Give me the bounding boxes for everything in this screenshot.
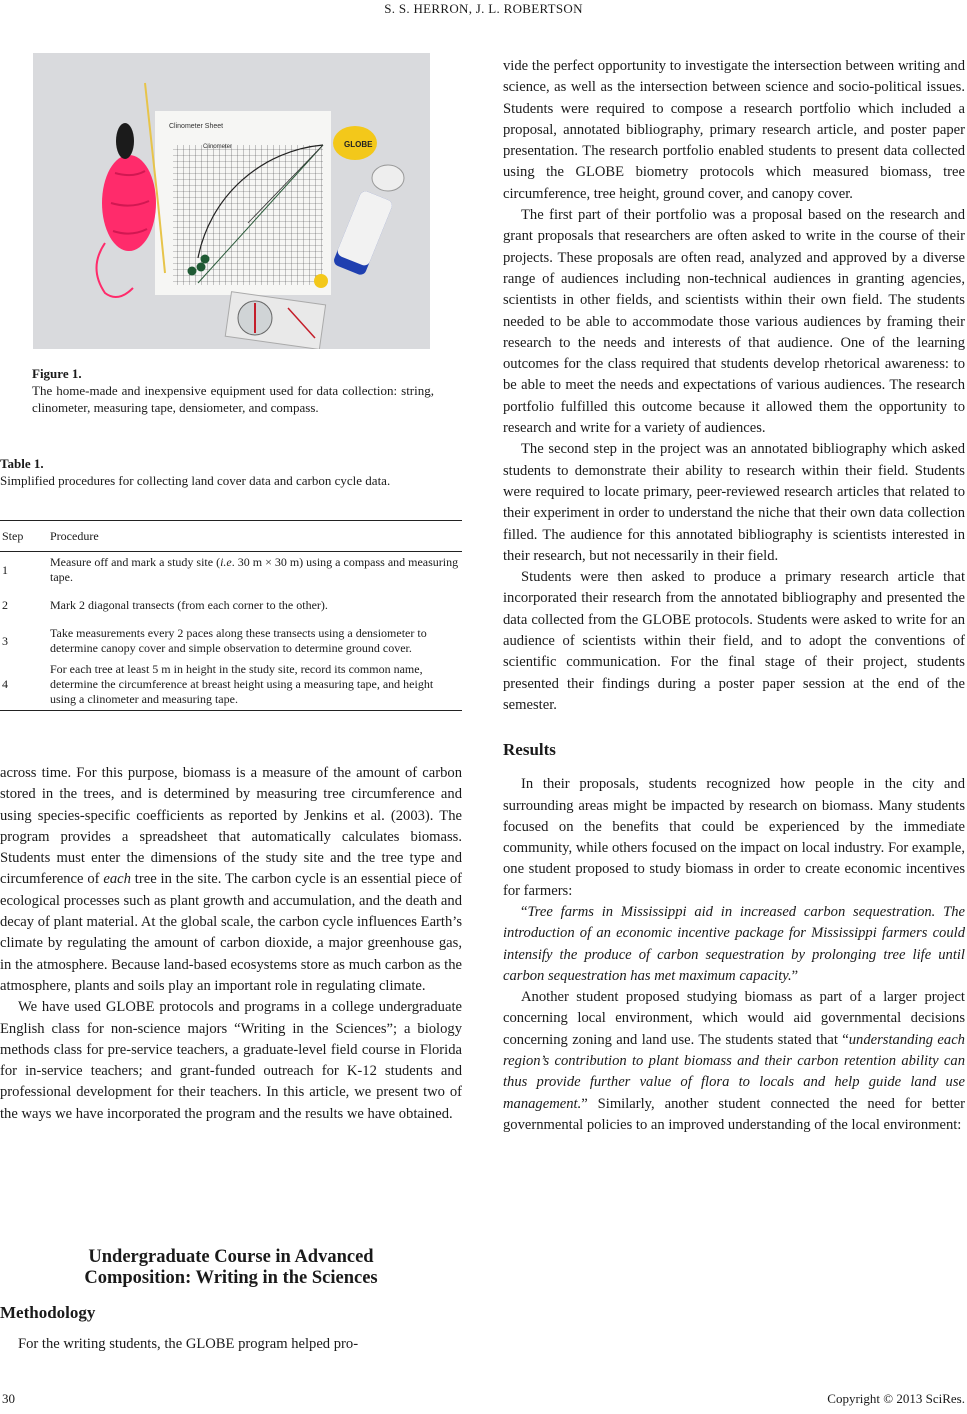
table-cell-step: 3 — [2, 633, 8, 648]
table-caption — [0, 455, 462, 489]
table-cell-procedure: Take measurements every 2 paces along these transects using a densiometer to determine canopy cover and simple observation to determine ground cover. — [50, 626, 427, 655]
table-cell-procedure: Mark 2 diagonal transects (from each corner to the other). — [50, 598, 328, 612]
running-head: S. S. HERRON, J. L. ROBERTSON — [384, 1, 583, 16]
paragraph: across time. For this purpose, biomass is a measure of the amount of carbon stored in the trees, and is determined by measuring tree circumference and using species-specific coefficients as reported by Jenkins et al. (2003). The program provides a spreadsheet that automatically calculates biomass. Students must enter the dimensions of the study site and the tree type and circumference of each tree in the site. The carbon cycle is an essential piece of ecological processes such as plant growth and accumulation, and the death and decay of plant material. At the global scale, the carbon cycle influences Earth’s climate by regulating the amount of carbon dioxide, a major greenhouse gas, in the atmosphere. Because land-based ecosystems store as much carbon as the atmosphere, plants and soils play an important role in regulating climate. — [0, 765, 462, 994]
section-title: Undergraduate Course in Advanced Composition: Writing in the Sciences — [84, 1247, 378, 1288]
results-heading: Results — [503, 740, 556, 760]
paragraph: Students were then asked to produce a primary research article that incorporated their research from the annotated bibliography and presented the data collected from the GLOBE protocols. Students were asked to write for an audience of scientists within their field, and to adopt the conventions of scientific communication. For the final stage of their project, students presented their findings during a poster paper session at the end of the semester. — [503, 569, 965, 713]
paragraph: In their proposals, students recognized how people in the city and surrounding areas might be impacted by research on biomass. Many students focused on the benefits that could be experienced by the immediate community, while others focused on the impact on local industry. For example, one student proposed to study biomass in order to create economic incentives for farmers: — [503, 776, 965, 899]
figure-photo — [33, 53, 430, 349]
table-row — [0, 623, 462, 659]
right-column — [503, 56, 965, 1136]
table-row — [0, 552, 462, 589]
paragraph: Another student proposed studying biomass as part of a larger project concerning local environment, which would aid governmental decisions concerning zoning and land use. The students stated that “understanding each region’s contribution to plant biomass and their carbon retention ability can thus provide further value of flora to locals and help guide land use management.” Similarly, another student connected the need for better governmental policies to an improved understanding of the local environment: — [503, 989, 965, 1133]
string-ball — [102, 155, 156, 251]
table-cell-step: 2 — [2, 598, 8, 612]
left-column — [0, 763, 462, 1125]
table-header-step: Step — [0, 521, 48, 552]
table-header-procedure: Procedure — [48, 521, 462, 552]
procedure-table — [0, 520, 462, 711]
table-cell-procedure: Measure off and mark a study site (i.e. 30 m × 30 m) using a compass and measuring tape. — [50, 555, 459, 584]
paragraph: We have used GLOBE protocols and programs in a college undergraduate English class for non-science majors “Writing in the Sciences”; a biology methods class for pre-service teachers, a graduate-level field course in Florida for in-service teachers; and grant-funded outreach for K-12 students and professional development for their teachers. In this article, we present two of the ways we have incorporated the program and the results we have obtained. — [0, 999, 462, 1122]
figure-label: Figure 1. — [32, 366, 82, 381]
figure-caption-text: The home-made and inexpensive equipment used for data collection: string, clinometer, measuring tape, densiometer, and compass. — [32, 383, 434, 415]
figure-caption — [32, 365, 434, 416]
paragraph: The first part of their portfolio was a proposal based on the research and grant proposals that researchers are often asked to write in the course of their projects. These proposals are often read, analyzed and approved by a diverse range of audiences including non-technical audiences in granting agencies, scientists in other fields, and scientists within their own field. The students needed to be able to accommodate those various audiences by framing their research to the needs and interests of that audience. One of the learning outcomes for the class required that students develop rhetorical awareness: to be able to meet the needs and expectations of various audiences. The research portfolio fulfilled this outcome because it allowed them the opportunity to research and write for a variety of audiences. — [503, 207, 965, 437]
table-row — [0, 588, 462, 623]
table-caption-text: Simplified procedures for collecting land cover data and carbon cycle data. — [0, 473, 391, 488]
paragraph: The second step in the project was an annotated bibliography which asked students to demonstrate their ability to research within their field. Students were required to locate primary, peer-reviewed research articles that related to their experiment in order to understand the niche that their own data collection filled. The audience for this annotated bibliography is scientists interested in their research, but not necessarily in their field. — [503, 441, 965, 564]
badge-text: GLOBE — [344, 140, 373, 149]
page-number: 30 — [2, 1391, 15, 1406]
table-label: Table 1. — [0, 456, 44, 471]
block-quote: “Tree farms in Mississippi aid in increased carbon sequestration. The introduction of an economic incentive package for Mississippi farmers could intensify the produce of carbon sequestration by prolonging tree life until carbon sequestration has met maximum capacity.” — [503, 903, 965, 984]
paragraph: vide the perfect opportunity to investigate the intersection between writing and science, as well as the intersection between science and socio-political issues. Students were required to compose a research portfolio which included a proposal, annotated bibliography, primary research article, and poster paper presentation. The research portfolio enabled students to present data collected using the GLOBE biometry protocols which measured biomass, tree circumference, tree height, ground cover, and canopy cover. — [503, 58, 965, 202]
table-cell-step: 4 — [0, 659, 48, 711]
sheet-label: Clinometer — [203, 144, 233, 150]
paragraph: For the writing students, the GLOBE program helped pro- — [18, 1336, 359, 1352]
copyright: Copyright © 2013 SciRes. — [827, 1391, 965, 1406]
table-cell-procedure: For each tree at least 5 m in height in the study site, record its common name, determine the circumference at breast height using a measuring tape, and height using a clinometer and measuring tape. — [48, 659, 462, 711]
table-cell-step: 1 — [2, 562, 8, 577]
left-column-end — [0, 1334, 462, 1355]
table-row — [0, 659, 462, 711]
equipment-photo — [33, 53, 430, 349]
sheet-title: Clinometer Sheet — [169, 123, 224, 130]
methodology-heading: Methodology — [0, 1303, 96, 1322]
